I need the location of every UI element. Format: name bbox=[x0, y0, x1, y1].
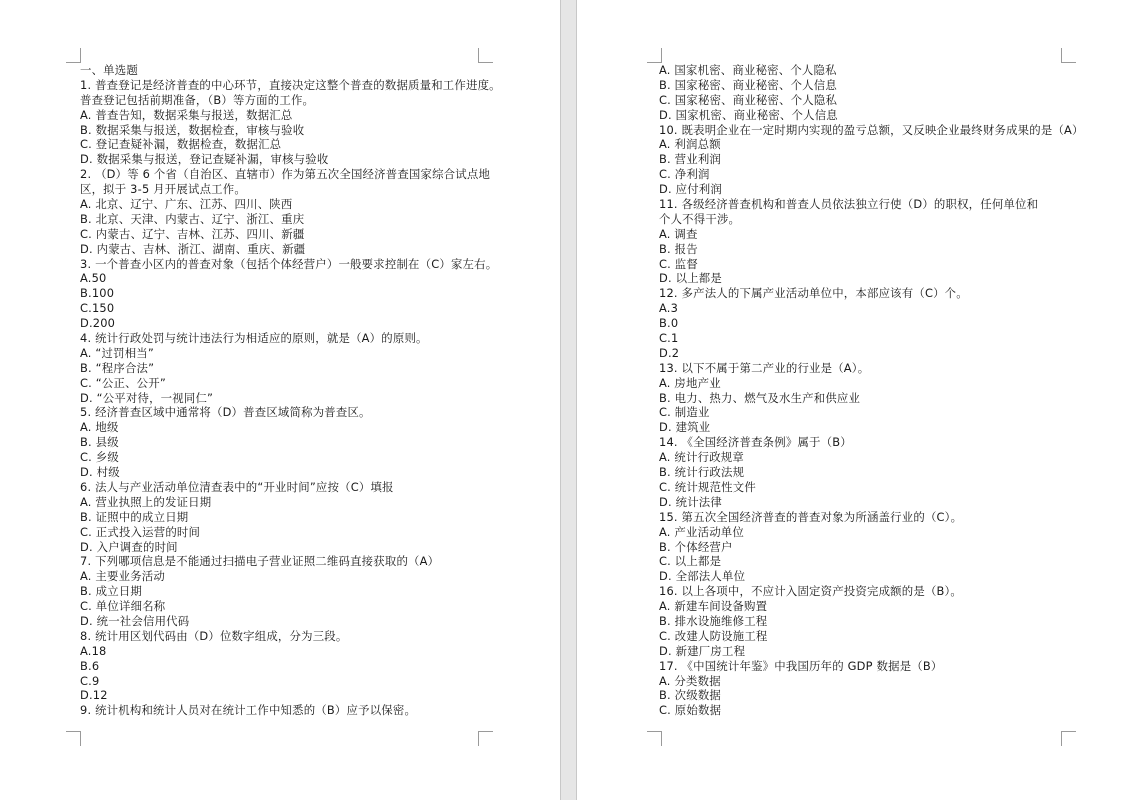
document-line: A. 调查 bbox=[659, 226, 698, 241]
document-line: D. 统计法律 bbox=[659, 494, 722, 509]
document-line: A. 产业活动单位 bbox=[659, 524, 744, 539]
document-line: C. 单位详细名称 bbox=[80, 599, 166, 614]
document-line: B. 北京、天津、内蒙古、辽宁、浙江、重庆 bbox=[80, 211, 305, 226]
document-line: 8. 统计用区划代码由（D）位数字组成，分为三段。 bbox=[80, 628, 348, 643]
document-line: D. 应付利润 bbox=[659, 182, 722, 197]
document-line: D. 全部法人单位 bbox=[659, 569, 746, 584]
crop-mark-top-right bbox=[478, 48, 493, 63]
document-line: 普查登记包括前期准备，（B）等方面的工作。 bbox=[80, 92, 315, 107]
document-line: A. “过罚相当” bbox=[80, 345, 154, 360]
document-line: A. 新建车间设备购置 bbox=[659, 599, 768, 614]
document-line: C.9 bbox=[80, 673, 100, 688]
document-line: D.2 bbox=[659, 345, 680, 360]
document-line: D.200 bbox=[80, 316, 116, 331]
document-line: D.12 bbox=[80, 688, 108, 703]
document-line: D. 国家机密、商业秘密、个人信息 bbox=[659, 107, 838, 122]
right-page-text bbox=[659, 63, 1135, 718]
document-line: B. 排水设施维修工程 bbox=[659, 613, 768, 628]
document-line: C. 乡级 bbox=[80, 450, 119, 465]
document-line: C. 统计规范性文件 bbox=[659, 479, 756, 494]
document-line: 11. 各级经济普查机构和普查人员依法独立行使（D）的职权，任何单位和 bbox=[659, 197, 1039, 212]
document-line: C. 内蒙古、辽宁、吉林、江苏、四川、新疆 bbox=[80, 226, 305, 241]
document-line: A. 统计行政规章 bbox=[659, 450, 744, 465]
document-line: B. 成立日期 bbox=[80, 584, 143, 599]
document-line: 7. 下列哪项信息是不能通过扫描电子营业证照二维码直接获取的（A） bbox=[80, 554, 440, 569]
document-line: C. “公正、公开” bbox=[80, 375, 166, 390]
document-line: 5. 经济普查区域中通常将（D）普查区域简称为普查区。 bbox=[80, 405, 371, 420]
document-line: B. 报告 bbox=[659, 241, 698, 256]
crop-mark-bottom-right bbox=[1061, 731, 1076, 746]
document-line: B.0 bbox=[659, 316, 679, 331]
document-line: B. 统计行政法规 bbox=[659, 465, 745, 480]
document-line: 10. 既表明企业在一定时期内实现的盈亏总额，又反映企业最终财务成果的是（A） bbox=[659, 122, 1084, 137]
document-line: A.3 bbox=[659, 301, 679, 316]
document-line: C.150 bbox=[80, 301, 115, 316]
document-line: 15. 第五次全国经济普查的普查对象为所涵盖行业的（C）。 bbox=[659, 509, 963, 524]
document-line: B. 次级数据 bbox=[659, 688, 722, 703]
document-line: B. 数据采集与报送，数据检查，审核与验收 bbox=[80, 122, 305, 137]
document-line: 4. 统计行政处罚与统计违法行为相适应的原则，就是（A）的原则。 bbox=[80, 331, 428, 346]
document-line: D. “公平对待，一视同仁” bbox=[80, 390, 214, 405]
document-line: A. 北京、辽宁、广东、江苏、四川、陕西 bbox=[80, 197, 293, 212]
document-line: 6. 法人与产业活动单位清查表中的“开业时间”应按（C）填报 bbox=[80, 479, 394, 494]
left-page-text bbox=[80, 63, 540, 718]
document-line: 9. 统计机构和统计人员对在统计工作中知悉的（B）应予以保密。 bbox=[80, 703, 417, 718]
document-line: 3. 一个普查小区内的普查对象（包括个体经营户）一般要求控制在（C）家左右。 bbox=[80, 256, 498, 271]
document-line: A.50 bbox=[80, 271, 107, 286]
crop-mark-bottom-left bbox=[66, 731, 81, 746]
document-line: B. 营业利润 bbox=[659, 152, 722, 167]
document-line: A. 普查告知，数据采集与报送，数据汇总 bbox=[80, 107, 293, 122]
document-line: C. 改建人防设施工程 bbox=[659, 628, 768, 643]
document-line: 个人不得干涉。 bbox=[659, 211, 741, 226]
document-line: C. 正式投入运营的时间 bbox=[80, 524, 201, 539]
document-line: A. 地级 bbox=[80, 420, 119, 435]
crop-mark-top-left bbox=[66, 48, 81, 63]
document-line: C. 制造业 bbox=[659, 405, 710, 420]
document-line: B. 国家秘密、商业秘密、个人信息 bbox=[659, 77, 837, 92]
document-line: B. 县级 bbox=[80, 435, 119, 450]
document-line: A. 利润总额 bbox=[659, 137, 721, 152]
document-line: D. 以上都是 bbox=[659, 271, 722, 286]
document-line: C. 以上都是 bbox=[659, 554, 722, 569]
crop-mark-bottom-right bbox=[478, 731, 493, 746]
document-line: A.18 bbox=[80, 643, 107, 658]
document-line: C.1 bbox=[659, 331, 679, 346]
document-line: B.6 bbox=[80, 658, 100, 673]
document-line: D. 内蒙古、吉林、浙江、湖南、重庆、新疆 bbox=[80, 241, 306, 256]
document-line: D. 入户调查的时间 bbox=[80, 539, 178, 554]
document-line: D. 新建厂房工程 bbox=[659, 643, 746, 658]
document-line: 2. （D）等 6 个省（自治区、直辖市）作为第五次全国经济普查国家综合试点地 bbox=[80, 167, 491, 182]
document-line: A. 国家机密、商业秘密、个人隐私 bbox=[659, 63, 837, 77]
document-line: 1. 普查登记是经济普查的中心环节，直接决定这整个普查的数据质量和工作进度。 bbox=[80, 77, 501, 92]
document-line: C. 原始数据 bbox=[659, 703, 722, 718]
document-line: B. 电力、热力、燃气及水生产和供应业 bbox=[659, 390, 861, 405]
document-line: B. 个体经营户 bbox=[659, 539, 733, 554]
document-page-right bbox=[577, 0, 1145, 800]
document-line: B.100 bbox=[80, 286, 115, 301]
document-line: C. 国家秘密、商业秘密、个人隐私 bbox=[659, 92, 838, 107]
document-line: A. 分类数据 bbox=[659, 673, 721, 688]
document-line: 13. 以下不属于第二产业的行业是（A）。 bbox=[659, 360, 870, 375]
crop-mark-top-left bbox=[647, 48, 662, 63]
document-line: 14. 《全国经济普查条例》属于（B） bbox=[659, 435, 852, 450]
document-line: A. 房地产业 bbox=[659, 375, 721, 390]
document-line: 16. 以上各项中，不应计入固定资产投资完成额的是（B）。 bbox=[659, 584, 963, 599]
document-line: D. 建筑业 bbox=[659, 420, 711, 435]
crop-mark-top-right bbox=[1061, 48, 1076, 63]
document-line: 17. 《中国统计年鉴》中我国历年的 GDP 数据是（B） bbox=[659, 658, 943, 673]
document-page-left bbox=[0, 0, 560, 800]
document-line: C. 登记查疑补漏，数据检查，数据汇总 bbox=[80, 137, 282, 152]
document-line: D. 统一社会信用代码 bbox=[80, 613, 190, 628]
document-line: B. 证照中的成立日期 bbox=[80, 509, 189, 524]
document-line: 区，拟于 3-5 月开展试点工作。 bbox=[80, 182, 246, 197]
page-gutter-left-edge bbox=[560, 0, 561, 800]
document-line: C. 净利润 bbox=[659, 167, 710, 182]
document-line: A. 营业执照上的发证日期 bbox=[80, 494, 212, 509]
document-line: D. 数据采集与报送，登记查疑补漏，审核与验收 bbox=[80, 152, 329, 167]
document-line: 一、单选题 bbox=[80, 63, 138, 77]
document-line: 12. 多产法人的下属产业活动单位中，本部应该有（C）个。 bbox=[659, 286, 968, 301]
document-line: C. 监督 bbox=[659, 256, 698, 271]
crop-mark-bottom-left bbox=[647, 731, 662, 746]
document-line: B. “程序合法” bbox=[80, 360, 155, 375]
document-line: A. 主要业务活动 bbox=[80, 569, 165, 584]
document-line: D. 村级 bbox=[80, 465, 120, 480]
